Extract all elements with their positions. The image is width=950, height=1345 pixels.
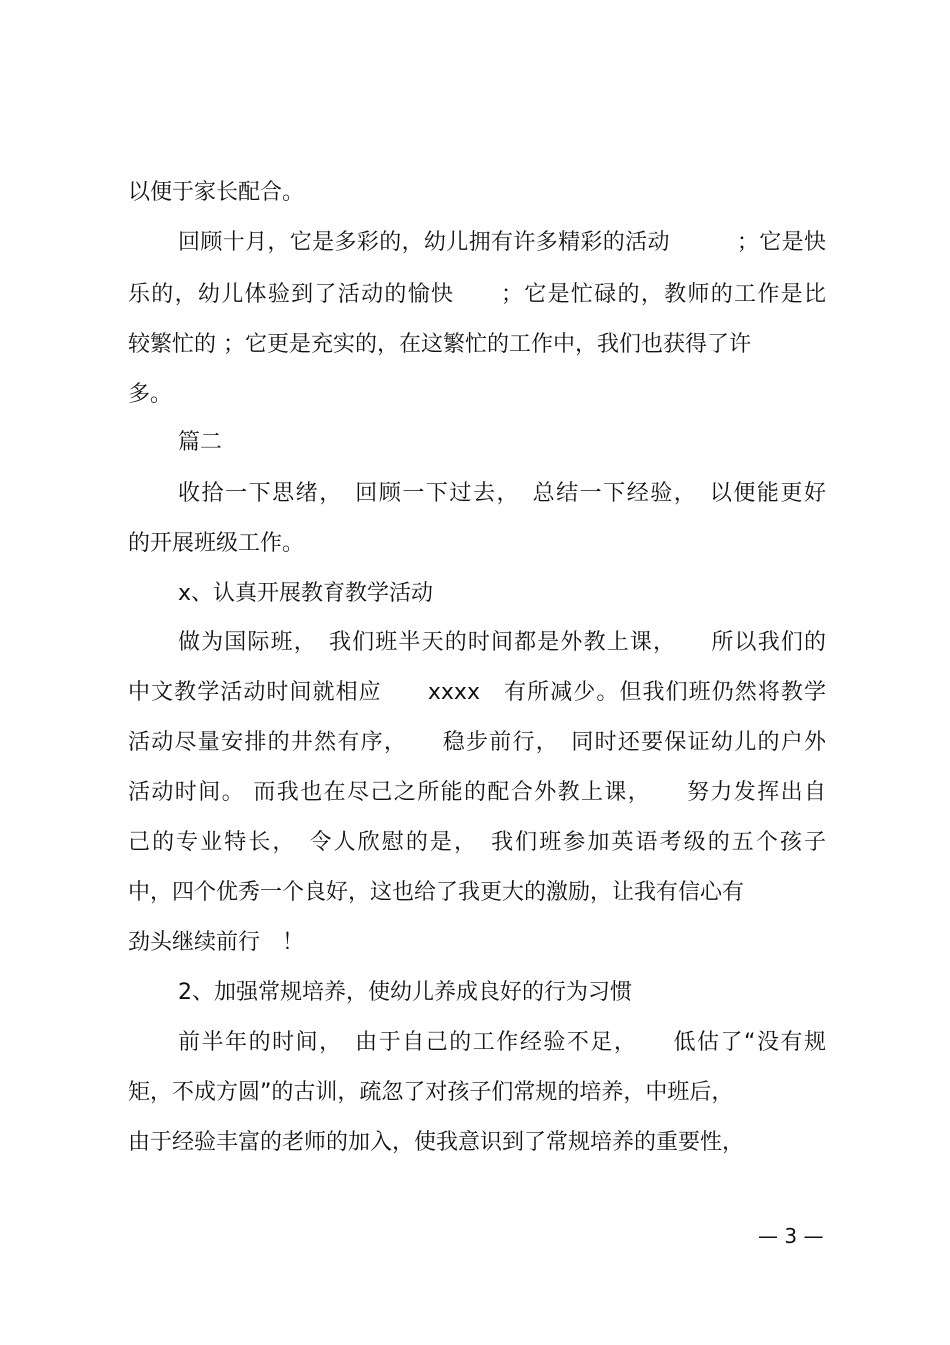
section-heading: 篇二 [178, 430, 223, 455]
text-line: 中文教学活动时间就相应 xxxx 有所减少。但我们班仍然将教学 [128, 680, 826, 705]
text-line: 劲头继续前行 ！ [128, 930, 305, 955]
text-line: 多。 [128, 382, 173, 407]
text-line: 前半年的时间， 由于自己的工作经验不足， 低估了“没有规 [178, 1030, 826, 1055]
text-line: 的开展班级工作。 [128, 531, 305, 556]
text-line: 由于经验丰富的老师的加入，使我意识到了常规培养的重要性， [128, 1130, 745, 1155]
text-line: 活动尽量安排的井然有序， 稳步前行， 同时还要保证幼儿的户外 [128, 730, 826, 755]
text-line: 矩，不成方圆”的古训，疏忽了对孩子们常规的培养，中班后， [128, 1080, 734, 1105]
subheading: 2、加强常规培养，使幼儿养成良好的行为习惯 [178, 980, 632, 1005]
text-line: 活动时间。 而我也在尽己之所能的配合外教上课， 努力发挥出自 [128, 780, 826, 805]
text-line: 以便于家长配合。 [128, 180, 305, 205]
text-line: 做为国际班， 我们班半天的时间都是外教上课， 所以我们的 [178, 630, 826, 655]
text-line: 中，四个优秀一个良好，这也给了我更大的激励，让我有信心有 [128, 880, 745, 905]
text-line: 收拾一下思绪， 回顾一下过去， 总结一下经验， 以便能更好 [178, 481, 826, 506]
text-line: 较繁忙的 ；它更是充实的，在这繁忙的工作中，我们也获得了许 [128, 332, 751, 357]
text-line: 己的专业特长， 令人欣慰的是， 我们班参加英语考级的五个孩子 [128, 830, 826, 855]
text-line: 回顾十月，它是多彩的，幼儿拥有许多精彩的活动 ；它是快 [178, 230, 826, 255]
text-line: 乐的，幼儿体验到了活动的愉快 ；它是忙碌的，教师的工作是比 [128, 282, 826, 307]
page-number: — 3 — [758, 1224, 824, 1248]
subheading: x、认真开展教育教学活动 [178, 581, 434, 606]
